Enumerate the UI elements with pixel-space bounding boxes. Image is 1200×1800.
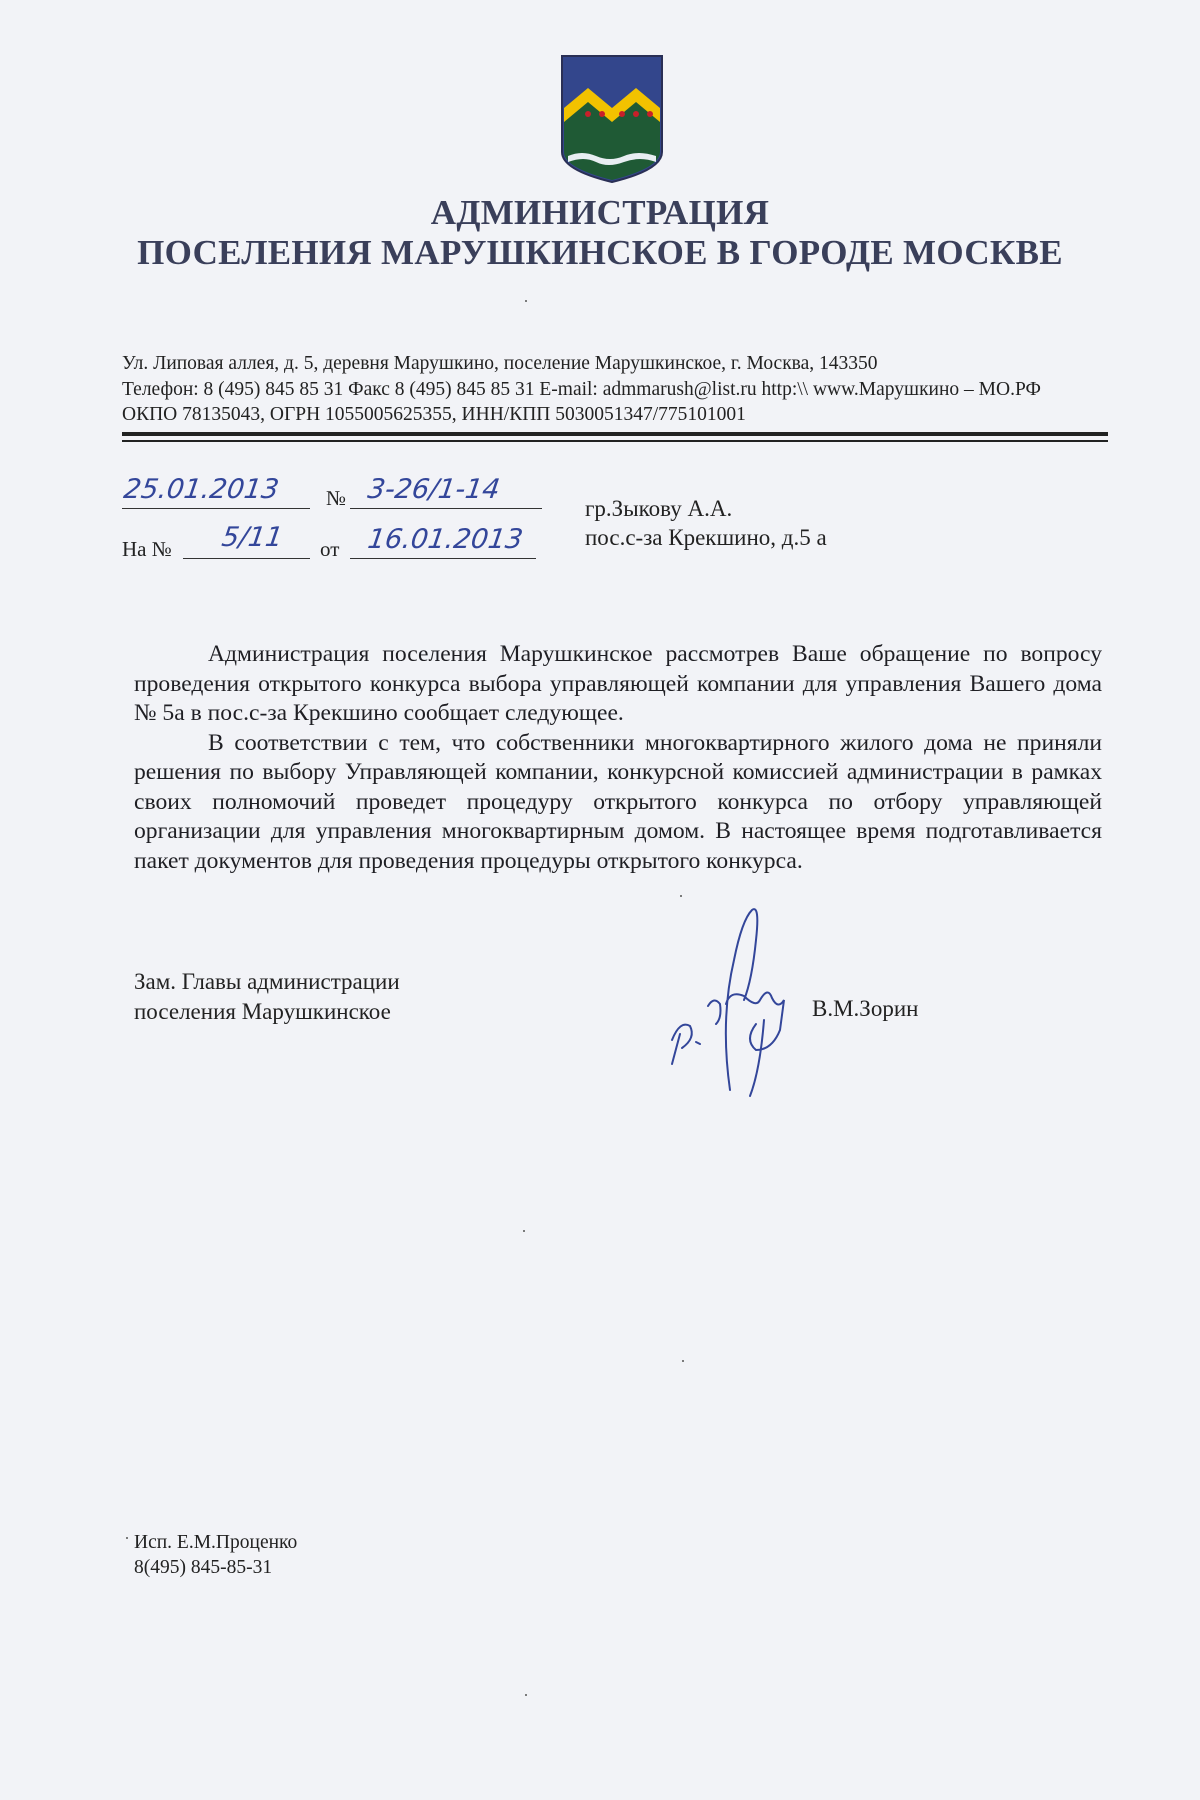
- signatory-position-line2: поселения Марушкинское: [134, 999, 391, 1024]
- signatory-name: В.М.Зорин: [812, 996, 919, 1021]
- scan-speck: [525, 300, 527, 302]
- executor-block: [134, 1530, 297, 1580]
- outgoing-date: 25.01.2013: [121, 474, 281, 505]
- executor-name: Исп. Е.М.Проценко: [134, 1532, 298, 1553]
- letter-body: [134, 640, 1102, 876]
- in-reply-underline: [183, 558, 310, 559]
- org-title-line2: ПОСЕЛЕНИЯ МАРУШКИНСКОЕ В ГОРОДЕ МОСКВЕ: [137, 233, 1063, 272]
- executor-phone: 8(495) 845-85-31: [134, 1557, 273, 1578]
- org-address: Ул. Липовая аллея, д. 5, деревня Марушкино, поселение Марушкинское, г. Москва, 143350: [122, 353, 878, 374]
- in-reply-number: 5/11: [219, 522, 285, 553]
- from-date: 16.01.2013: [365, 524, 525, 555]
- in-reply-label: На №: [122, 537, 172, 561]
- scan-speck: [682, 1360, 684, 1362]
- header-rule-thick: [122, 432, 1108, 436]
- org-codes: ОКПО 78135043, ОГРН 1055005625355, ИНН/КПП 5030051347/775101001: [122, 404, 746, 425]
- number-label: №: [326, 486, 347, 510]
- scan-speck: [680, 895, 682, 897]
- date-underline: [122, 508, 310, 509]
- coat-of-arms-icon: [558, 52, 666, 184]
- signatory-position: [134, 967, 400, 1027]
- from-label: от: [320, 537, 340, 561]
- signatory-position-line1: Зам. Главы администрации: [134, 969, 400, 994]
- header-rule-thin: [122, 440, 1108, 442]
- handwritten-signature-icon: [660, 900, 810, 1100]
- body-paragraph-2: В соответствии с тем, что собственники многоквартирного жилого дома не приняли решения по выбору Управляющей компании, конкурсной комиссией администрации в рамках своих полномочий проведет процедуру открытого конкурса по отбору управляющей организации для управления многоквартирным домом. В настоящее время подготавливается пакет документов для проведения процедуры открытого конкурса.: [134, 729, 1102, 874]
- scan-speck: [523, 1230, 525, 1232]
- from-underline: [350, 558, 536, 559]
- scan-speck: [525, 1694, 527, 1696]
- org-contacts: Телефон: 8 (495) 845 85 31 Факс 8 (495) 845 85 31 E-mail: admmarush@list.ru http:\\ www.Марушкино – МО.РФ: [122, 379, 1041, 400]
- outgoing-number: 3-26/1-14: [365, 474, 502, 505]
- number-underline: [350, 508, 542, 509]
- scan-speck: [126, 1537, 128, 1539]
- addressee-address: пос.с-за Крекшино, д.5 а: [585, 525, 827, 550]
- body-paragraph-1: Администрация поселения Марушкинское рассмотрев Ваше обращение по вопросу проведения открытого конкурса выбора управляющей компании для управления Вашего дома № 5а в пос.с-за Крекшино сообщает следующее.: [134, 641, 1102, 726]
- addressee-name: гр.Зыкову А.А.: [585, 496, 733, 521]
- org-title-line1: АДМИНИСТРАЦИЯ: [430, 193, 770, 232]
